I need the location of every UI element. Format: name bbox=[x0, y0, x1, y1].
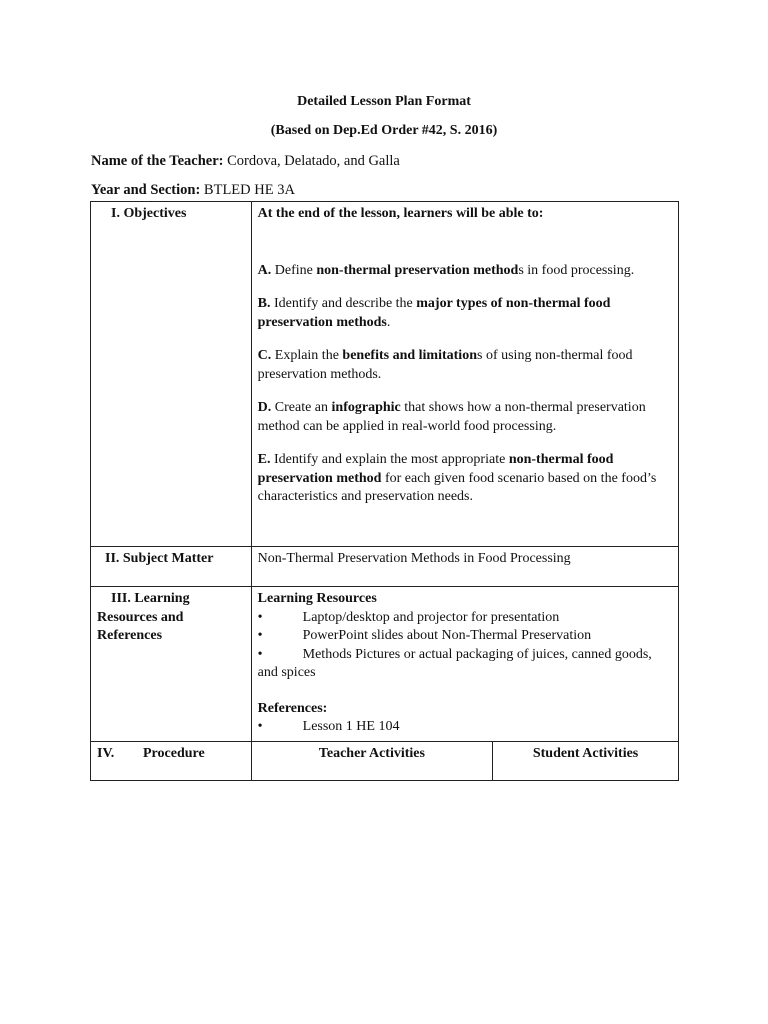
subject-matter-value: Non-Thermal Preservation Methods in Food Processing bbox=[251, 547, 678, 587]
objectives-content bbox=[251, 202, 678, 547]
objectives-label: I. Objectives bbox=[91, 202, 252, 547]
subject-matter-row bbox=[91, 547, 679, 587]
references-heading: References: bbox=[257, 700, 328, 716]
reference-item: • Lesson 1 HE 104 bbox=[258, 718, 672, 737]
bullet-icon: • bbox=[257, 646, 263, 662]
resource-item: • Methods Pictures or actual packaging of juices, canned goods, and spices bbox=[257, 646, 652, 680]
student-activities-header: Student Activities bbox=[493, 742, 679, 781]
objective-item: B. Identify and describe the major types of non-thermal food preservation methods. bbox=[257, 296, 611, 330]
teacher-value: Cordova, Delatado, and Galla bbox=[223, 153, 400, 169]
section-label: Year and Section: bbox=[91, 182, 201, 198]
resources-row bbox=[91, 587, 679, 742]
objective-item: D. Create an infographic that shows how a non-thermal preservation method can be applied in real-world food processing. bbox=[257, 400, 646, 434]
resources-label: III. Learning Resources and References bbox=[91, 587, 252, 742]
teacher-name-line bbox=[91, 153, 400, 170]
procedure-label: IV. Procedure bbox=[91, 742, 252, 781]
bullet-icon: • bbox=[257, 628, 263, 643]
objectives-row bbox=[91, 202, 679, 547]
resources-content bbox=[251, 587, 678, 742]
objectives-lead: At the end of the lesson, learners will be able to: bbox=[257, 206, 544, 221]
resource-item: • Laptop/desktop and projector for presentation bbox=[258, 609, 672, 628]
bullet-icon: • bbox=[257, 609, 263, 625]
year-section-line bbox=[91, 182, 295, 199]
resource-item: • PowerPoint slides about Non-Thermal Preservation bbox=[258, 627, 672, 646]
objective-item: C. Explain the benefits and limitations of using non-thermal food preservation methods. bbox=[257, 348, 633, 382]
objective-item: A. Define non-thermal preservation methods in food processing. bbox=[257, 262, 635, 278]
document-title: Detailed Lesson Plan Format bbox=[297, 94, 471, 109]
learning-resources-heading: Learning Resources bbox=[257, 591, 377, 606]
subject-matter-label: II. Subject Matter bbox=[91, 547, 252, 587]
teacher-label: Name of the Teacher: bbox=[91, 153, 224, 169]
procedure-row bbox=[91, 742, 679, 781]
document-subtitle: (Based on Dep.Ed Order #42, S. 2016) bbox=[270, 123, 498, 138]
lesson-plan-table bbox=[90, 201, 679, 781]
objective-item: E. Identify and explain the most appropriate non-thermal food preservation method for each given food scenario based on the food’s characteristics and preservation needs. bbox=[257, 452, 657, 504]
section-value: BTLED HE 3A bbox=[200, 182, 295, 198]
teacher-activities-header: Teacher Activities bbox=[251, 742, 492, 781]
bullet-icon: • bbox=[257, 719, 263, 734]
